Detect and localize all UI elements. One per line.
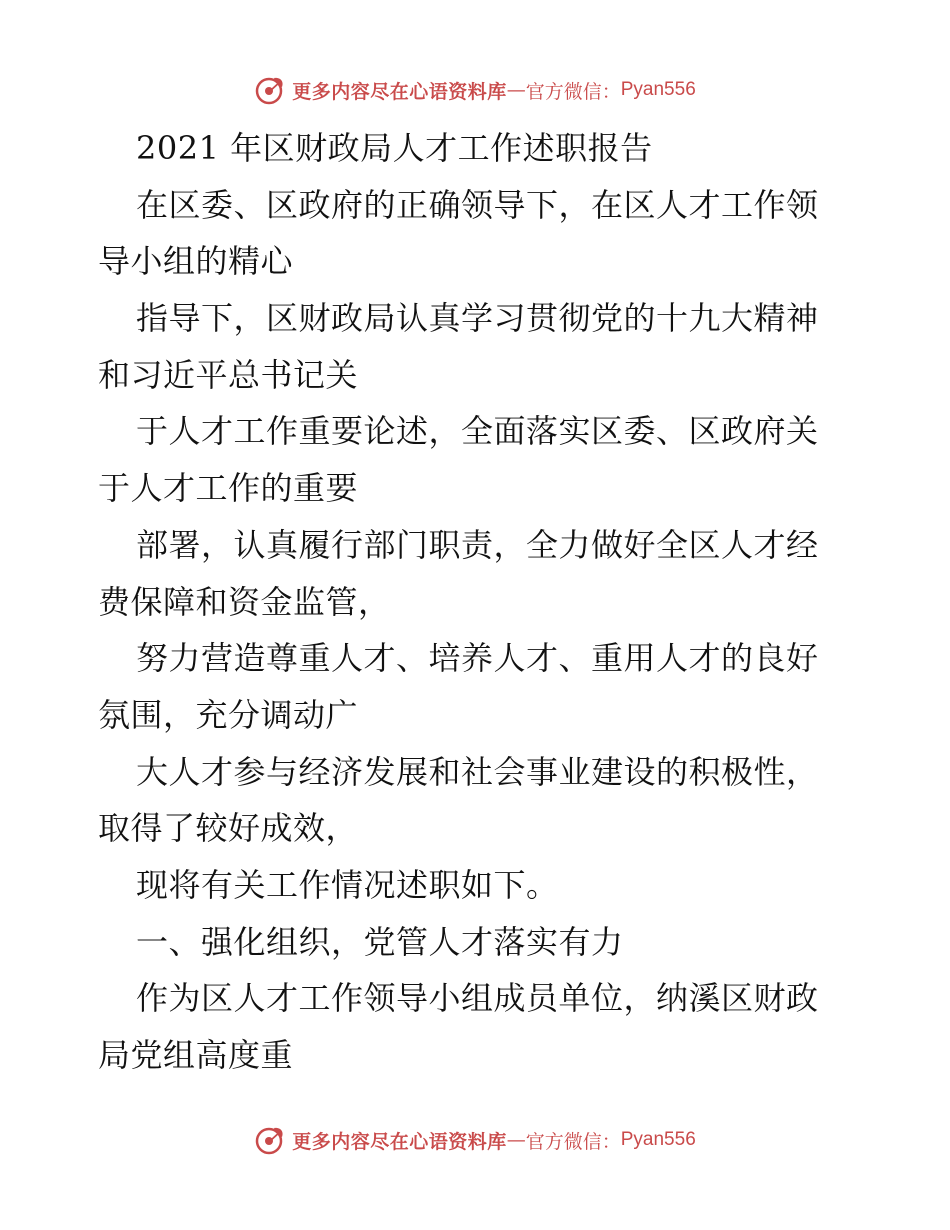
watermark-title: 更多内容尽在心语资料库 (292, 1130, 507, 1153)
document-line: 指导下，区财政局认真学习贯彻党的十九大精神 (136, 299, 819, 338)
footer-watermark-banner (0, 1118, 950, 1162)
document-line: 在区委、区政府的正确领导下，在区人才工作领 (136, 185, 819, 224)
watermark-title: 更多内容尽在心语资料库 (292, 80, 507, 103)
feather-pen-logo-icon (254, 74, 286, 106)
document-line: 于人才工作重要论述，全面落实区委、区政府关 (136, 412, 819, 451)
document-title: 2021 年区财政局人才工作述职报告 (136, 129, 653, 167)
watermark-wechat-id: Pyan556 (620, 1129, 696, 1150)
document-line: 取得了较好成效， (98, 809, 359, 848)
document-line: 局党组高度重 (98, 1036, 294, 1074)
document-line: 作为区人才工作领导小组成员单位，纳溪区财政 (136, 979, 819, 1018)
document-line: 和习近平总书记关 (98, 355, 359, 394)
watermark-wechat-label: 官方微信： (525, 1130, 621, 1153)
feather-pen-logo-icon (254, 1124, 286, 1156)
document-line: 现将有关工作情况述职如下。 (136, 865, 559, 904)
document-line: 于人才工作的重要 (98, 469, 359, 508)
header-watermark-banner (0, 68, 950, 112)
document-line: 氛围，充分调动广 (98, 695, 359, 734)
document-lines (98, 177, 858, 1084)
document-line: 导小组的精心 (98, 242, 294, 281)
watermark-wechat-id: Pyan556 (620, 79, 696, 100)
document-line: 费保障和资金监管， (98, 582, 391, 621)
document-line: 一、强化组织，党管人才落实有力 (136, 922, 624, 961)
watermark-wechat-label: 官方微信： (525, 80, 621, 103)
document-line: 部署，认真履行部门职责，全力做好全区人才经 (136, 525, 819, 564)
document-line: 大人才参与经济发展和社会事业建设的积极性， (136, 752, 819, 791)
watermark-separator: — (506, 79, 526, 101)
document-body (98, 120, 858, 1084)
document-line: 努力营造尊重人才、培养人才、重用人才的良好 (136, 639, 819, 678)
watermark-separator: — (506, 1129, 526, 1151)
